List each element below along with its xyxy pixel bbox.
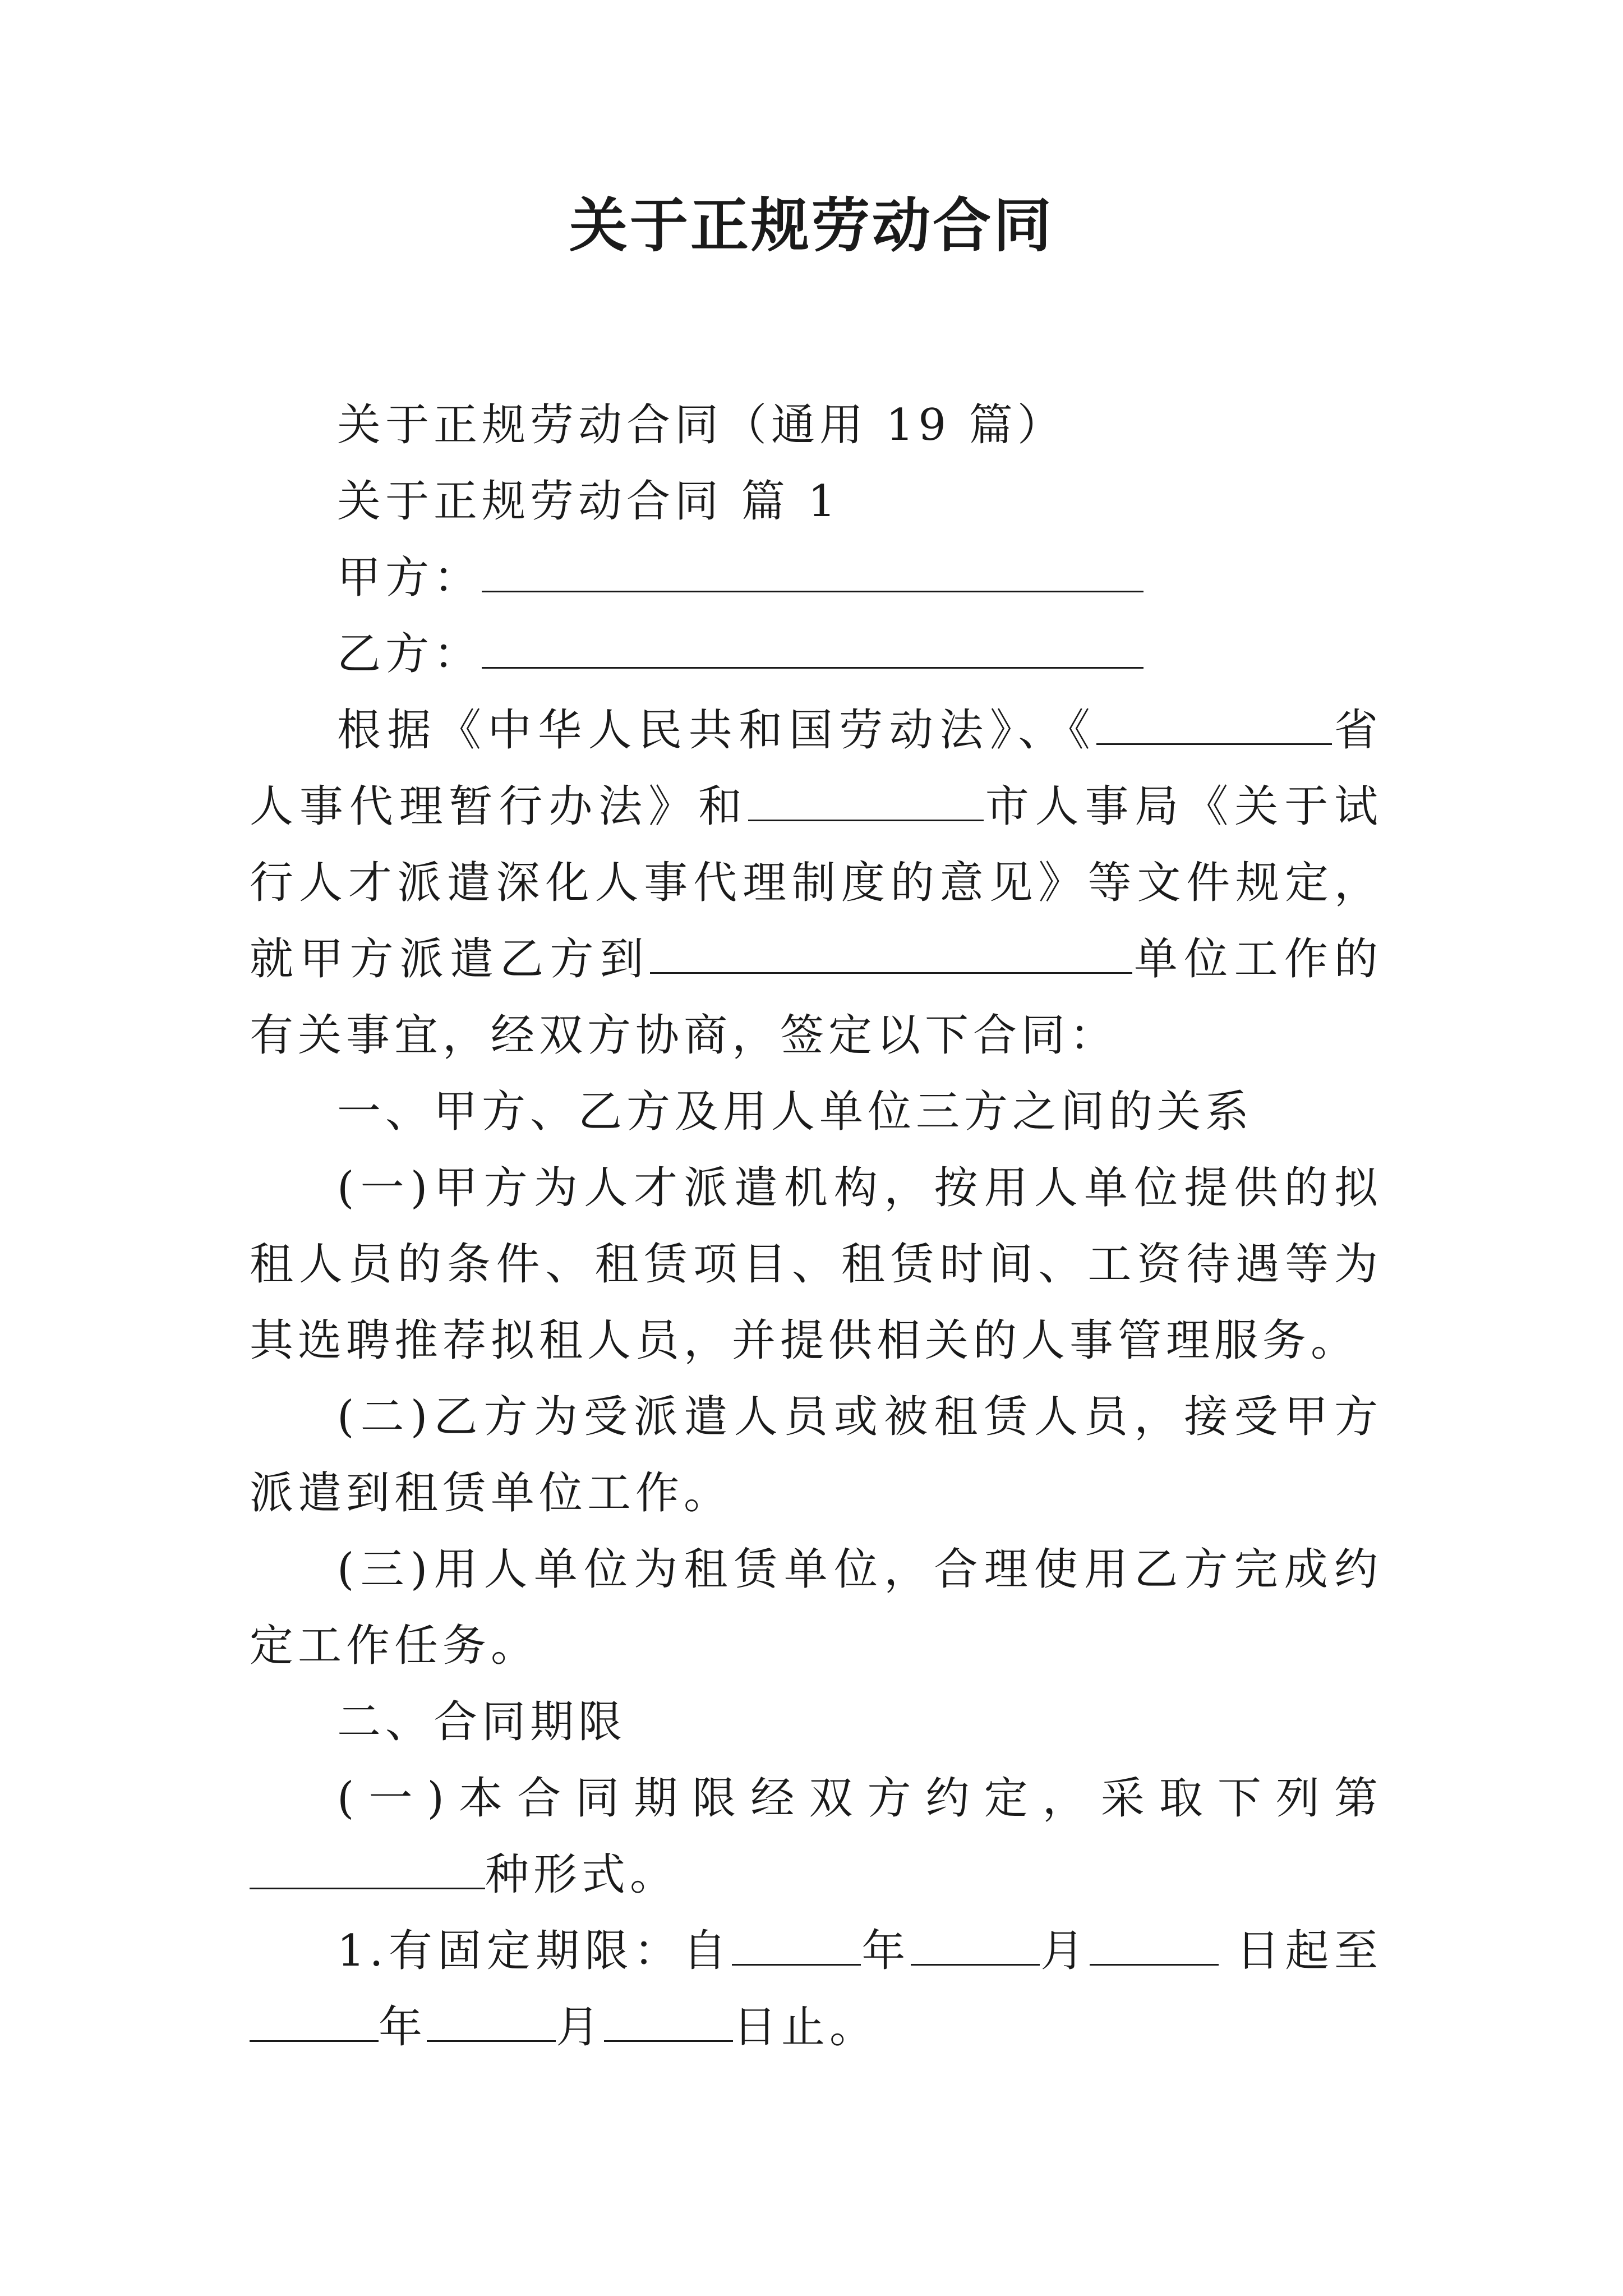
party-a-line (250, 540, 1382, 616)
subtitle: 关于正规劳动合同（通用 19 篇） (337, 400, 1066, 450)
party-a-label: 甲方： (337, 553, 482, 603)
party-b-line (250, 616, 1382, 692)
document-title: 关于正规劳动合同 (569, 191, 1054, 260)
fixed-term-label: 1.有固定期限：自 (337, 1926, 732, 1976)
clause2-item1-text-1: (一)本合同期限经双方约定，采取下列第 (337, 1773, 1382, 1824)
clause1-heading: 一、甲方、乙方及用人单位三方之间的关系 (337, 1087, 1254, 1137)
form-number-blank (250, 1848, 485, 1889)
clause1-item3: (三)用人单位为租赁单位，合理使用乙方完成约定工作任务。 (250, 1544, 1382, 1671)
party-b-blank (482, 628, 1144, 669)
employer-blank (650, 933, 1132, 974)
start-month-blank (911, 1925, 1040, 1966)
province-blank (1096, 704, 1332, 745)
end-month-label: 月 (556, 2002, 605, 2053)
clause2-item1-1 (250, 1913, 1382, 2065)
end-year-blank (250, 2001, 379, 2042)
document-body (250, 387, 1382, 2065)
party-b-label: 乙方： (337, 629, 482, 679)
clause2-heading: 二、合同期限 (337, 1697, 627, 1747)
city-blank (748, 780, 984, 821)
intro-paragraph (250, 692, 1382, 1074)
party-a-blank (482, 551, 1144, 592)
start-month-label: 月 (1039, 1926, 1090, 1976)
clause1-item1: (一)甲方为人才派遣机构，按用人单位提供的拟租人员的条件、租赁项目、租赁时间、工资待遇等为其选聘推荐拟租人员，并提供相关的人事管理服务。 (250, 1163, 1382, 1366)
end-day-label: 日止。 (733, 2002, 878, 2053)
section-heading: 关于正规劳动合同 篇 1 (337, 476, 841, 527)
start-day-label: 日起至 (1235, 1926, 1382, 1976)
start-day-blank (1090, 1925, 1219, 1966)
intro-text-1: 根据《中华人民共和国劳动法》、《 (337, 705, 1097, 756)
end-month-blank (427, 2001, 556, 2042)
intro-text-4: 单位工作的有关事宜，经双方协商，签定以下合同： (250, 934, 1382, 1061)
intro-text-3: 市人事局《关于试行人才派遣深化人事代理制度的意见》等文件规定，就甲方派遣乙方到 (250, 781, 1382, 984)
start-year-label: 年 (860, 1926, 911, 1976)
clause2-item1-text-2: 种形式。 (485, 1849, 679, 1900)
start-year-blank (732, 1925, 861, 1966)
clause1-item2: (二)乙方为受派遣人员或被租赁人员，接受甲方派遣到租赁单位工作。 (250, 1392, 1382, 1519)
end-day-blank (604, 2001, 733, 2042)
clause2-item1 (250, 1760, 1382, 1913)
intro-text-2: 省人事代理暂行办法》和 (250, 705, 1382, 832)
end-year-label: 年 (379, 2002, 427, 2053)
